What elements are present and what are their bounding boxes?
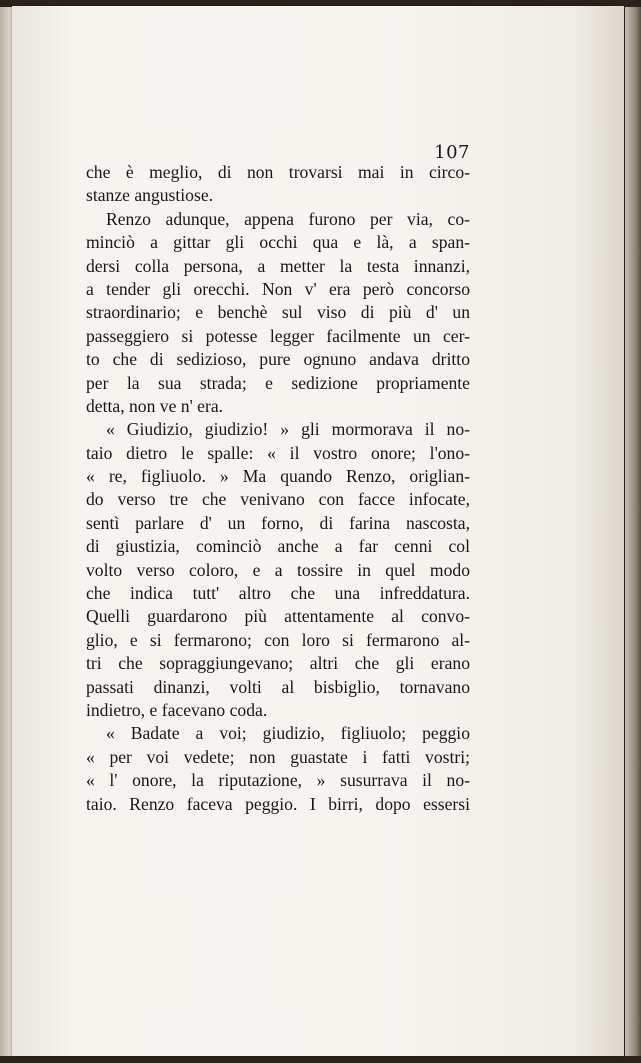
scan-bottom-border [0, 1056, 641, 1063]
text-line: « Badate a voi; giudizio, figliuolo; peggio [106, 723, 470, 744]
text-line: Quelli guardarono più attentamente al convo- [86, 606, 470, 627]
text-line: « l' onore, la riputazione, » susurrava il no- [86, 770, 470, 791]
text-line: minciò a gittar gli occhi qua e là, a span- [86, 232, 470, 253]
text-line: taio dietro le spalle: « il vostro onore; l'ono- [86, 442, 470, 463]
body-text [86, 161, 470, 816]
text-line: che è meglio, di non trovarsi mai in circo- [86, 162, 470, 182]
text-line: dersi colla persona, a metter la testa innanzi, [86, 255, 470, 276]
text-line: di giustizia, cominciò anche a far cenni col [86, 536, 470, 557]
page-number: 107 [434, 142, 470, 163]
text-line: detta, non ve n' era. [86, 395, 224, 416]
text-line: taio. Renzo faceva peggio. I birri, dopo essersi [86, 793, 470, 814]
text-line: passeggiero si potesse legger facilmente un cer- [86, 325, 470, 346]
text-line: tri che sopraggiungevano; altri che gli erano [86, 653, 470, 674]
text-line: passati dinanzi, volti al bisbiglio, tornavano [86, 676, 470, 697]
text-line: per la sua strada; e sedizione propriamente [86, 372, 470, 393]
text-line: « per voi vedete; non guastate i fatti vostri; [86, 746, 470, 767]
text-line: to che di sedizioso, pure ognuno andava dritto [86, 349, 470, 370]
text-line: sentì parlare d' un forno, di farina nascosta, [86, 512, 470, 533]
text-line: « re, figliuolo. » Ma quando Renzo, origlian- [86, 466, 470, 487]
text-line: stanze angustiose. [86, 185, 214, 206]
text-line: indietro, e facevano coda. [86, 699, 268, 720]
text-line: volto verso coloro, e a tossire in quel modo [86, 559, 470, 580]
text-line: do verso tre che venivano con facce infocate, [86, 489, 470, 510]
text-line: Renzo adunque, appena furono per via, co- [106, 208, 470, 229]
text-line: a tender gli orecchi. Non v' era però concorso [86, 278, 470, 299]
book-fore-edge [625, 0, 641, 1063]
text-line: « Giudizio, giudizio! » gli mormorava il no- [106, 419, 470, 440]
text-line: che indica tutt' altro che una infreddatura. [86, 583, 470, 604]
text-line: straordinario; e benchè sul viso di più d' un [86, 302, 470, 323]
text-line: glio, e si fermarono; con loro si fermarono al- [86, 629, 470, 650]
